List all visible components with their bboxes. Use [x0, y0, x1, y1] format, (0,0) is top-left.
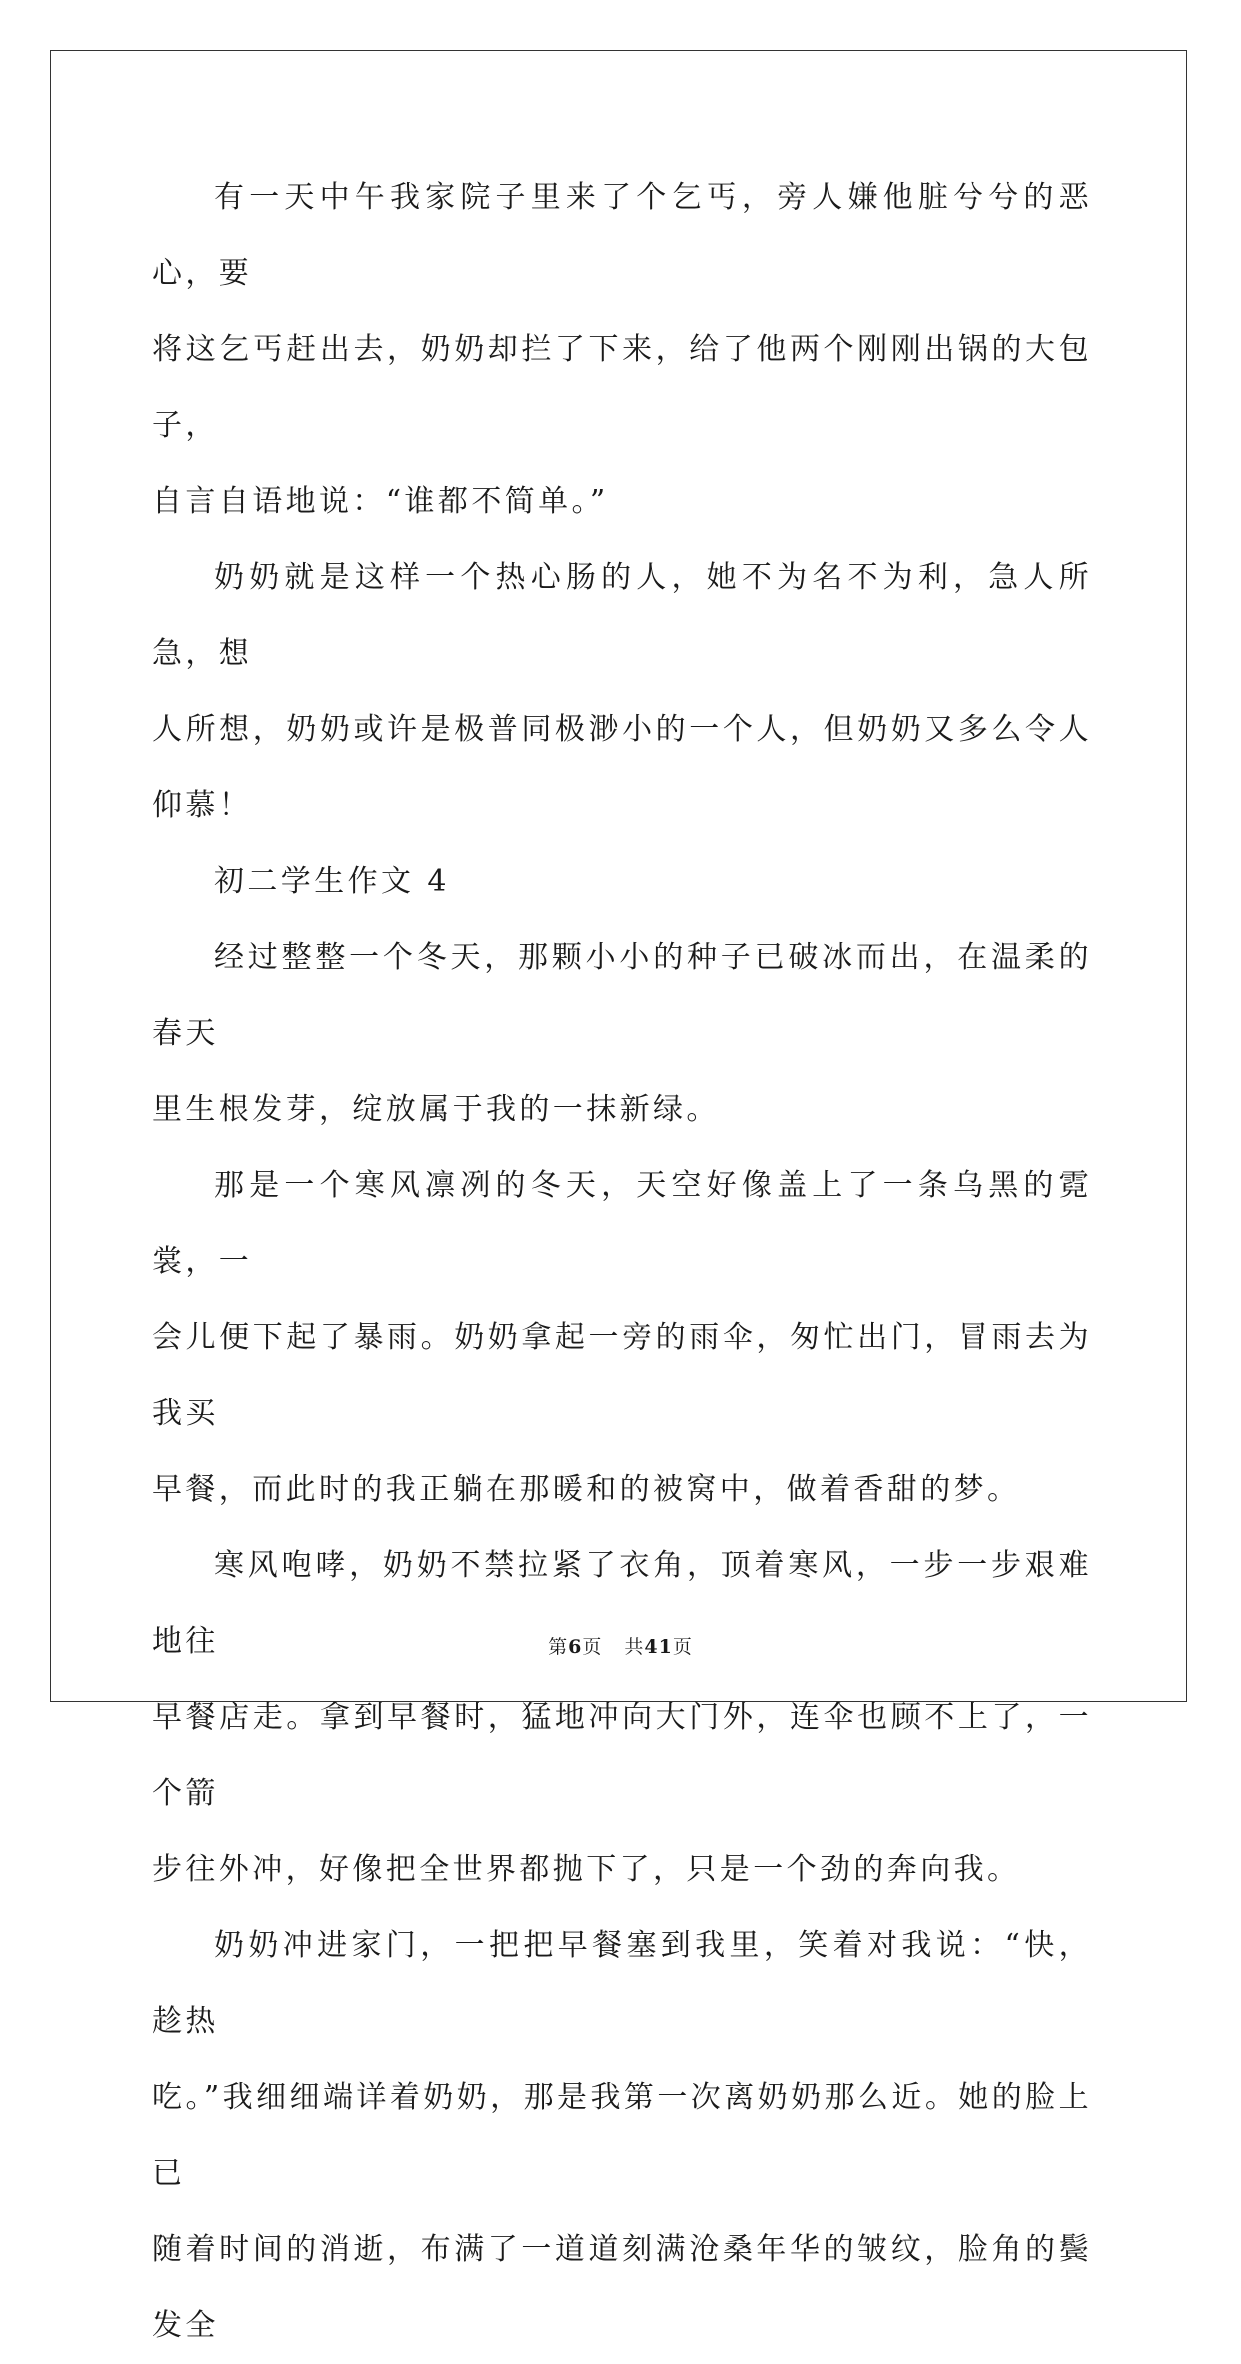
- paragraph-6: [152, 1908, 1092, 2364]
- paragraph-3: [152, 920, 1092, 1148]
- paragraph-line: 奶奶就是这样一个热心肠的人，她不为名不为利，急人所急，想: [152, 560, 1092, 671]
- total-prefix: 共: [624, 1636, 645, 1658]
- paragraph-line: 自言自语地说：“谁都不简单。”: [152, 484, 609, 519]
- paragraph-line: 将这乞丐赶出去，奶奶却拦了下来，给了他两个刚刚出锅的大包子，: [152, 332, 1092, 443]
- page-prefix: 第: [548, 1636, 569, 1658]
- total-pages: 41: [644, 1636, 673, 1658]
- page-suffix: 页: [582, 1636, 603, 1658]
- document-body: [152, 160, 1092, 2364]
- paragraph-4: [152, 1148, 1092, 1528]
- section-heading: [152, 844, 1092, 920]
- paragraph-line: 随着时间的消逝，布满了一道道刻满沧桑年华的皱纹，脸角的鬓发全: [152, 2232, 1092, 2343]
- paragraph-line: 里生根发芽，绽放属于我的一抹新绿。: [152, 1092, 720, 1127]
- paragraph-line: 寒风咆哮，奶奶不禁拉紧了衣角，顶着寒风，一步一步艰难地往: [152, 1548, 1092, 1659]
- paragraph-2: [152, 540, 1092, 844]
- page-number: 6: [568, 1636, 583, 1658]
- total-suffix: 页: [672, 1636, 693, 1658]
- paragraph-line: 奶奶冲进家门，一把把早餐塞到我里，笑着对我说：“快，趁热: [152, 1928, 1092, 2039]
- paragraph-line: 早餐店走。拿到早餐时，猛地冲向大门外，连伞也顾不上了，一个箭: [152, 1700, 1092, 1811]
- page-footer: [0, 1632, 1241, 1659]
- paragraph-5: [152, 1528, 1092, 1908]
- section-heading-text: 初二学生作文 4: [214, 864, 450, 899]
- paragraph-line: 会儿便下起了暴雨。奶奶拿起一旁的雨伞，匆忙出门，冒雨去为我买: [152, 1320, 1092, 1431]
- paragraph-line: 吃。”我细细端详着奶奶，那是我第一次离奶奶那么近。她的脸上已: [152, 2080, 1092, 2191]
- paragraph-line: 那是一个寒风凛冽的冬天，天空好像盖上了一条乌黑的霓裳，一: [152, 1168, 1092, 1279]
- paragraph-1: [152, 160, 1092, 540]
- paragraph-line: 步往外冲，好像把全世界都抛下了，只是一个劲的奔向我。: [152, 1852, 1021, 1887]
- paragraph-line: 有一天中午我家院子里来了个乞丐，旁人嫌他脏兮兮的恶心，要: [152, 180, 1092, 291]
- paragraph-line: 早餐，而此时的我正躺在那暖和的被窝中，做着香甜的梦。: [152, 1472, 1021, 1507]
- paragraph-line: 人所想，奶奶或许是极普同极渺小的一个人，但奶奶又多么令人仰慕！: [152, 712, 1092, 823]
- paragraph-line: 经过整整一个冬天，那颗小小的种子已破冰而出，在温柔的春天: [152, 940, 1092, 1051]
